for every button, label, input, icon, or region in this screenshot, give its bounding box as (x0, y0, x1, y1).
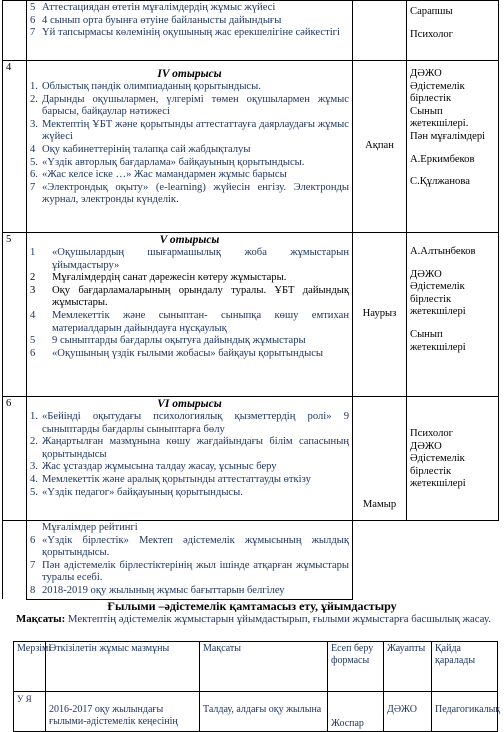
table-cell: Жоспар (328, 692, 384, 732)
list-item: 3. Мектептің ҰБТ және қорытынды аттестаттауға даярлаудағы жұмыс жүйесі (30, 118, 349, 143)
header-cell: Есеп беру формасы (328, 642, 384, 692)
list-item: 1. «Бейінді оқытудағы психологиялық қызметтердің ролі» 9 сыныптарды бағдарлы сыныптарға бөлу (30, 411, 349, 435)
list-item: 6 «Үздік бірлестік» Мектеп әдістемелік жұмысының жылдық қорытындысы. (30, 534, 349, 559)
header-cell: Өткізілетін жұмыс мазмұны (46, 642, 200, 692)
header-cell: Қайда қаралады (432, 642, 498, 692)
session-items (27, 233, 353, 397)
responsible-cell: А.Алтынбеков ДӘЖО Әдістемелік бірлестік жетекшілері Сынып жетекшілері (407, 233, 499, 397)
list-item: 8 2018-2019 оқу жылының жұмыс бағыттарын белгілеу (30, 584, 285, 596)
table-cell: ДӘЖО (384, 692, 432, 732)
list-item: 2 Мұғалімдердің санат дәрежесін көтеру жұмыстары. (30, 272, 287, 284)
table-header-row (14, 642, 498, 692)
list-item: 6 4 сынып орта буынға өтуіне байланысты дайындығы (30, 14, 282, 26)
month-cell: Ақпан (353, 61, 407, 233)
session-items (27, 61, 353, 233)
table-row (3, 1, 499, 61)
methodical-council-plan-table (2, 0, 499, 600)
table-cell: Педагогикалық (432, 692, 498, 732)
list-item: 3 Оқу бағдарламаларының орындалу туралы. ҰБТ дайындық жұмыстары. (30, 284, 349, 309)
session-items (27, 1, 353, 61)
session-title: VI отырысы (157, 398, 222, 410)
table-row (14, 692, 498, 732)
list-item: 7 Үй тапсырмасы көлемінің оқушының жас ерекшелігіне сәйкестігі (30, 27, 340, 39)
list-item: 6 «Оқушының үздік ғылыми жобасы» байқауы қорытындысы (30, 347, 324, 359)
list-item: Мұғалімдер рейтингі (42, 522, 138, 533)
list-item: 7 Пән әдістемелік бірлестіктерінің жыл ішінде атқарған жұмыстары туралы есебі. (30, 559, 349, 584)
responsible-cell: ДӘЖО Әдістемелік бірлестік Сынып жетекшілері. Пән мұғалімдері А.Еркимбеков С.Құлжанова (407, 61, 499, 233)
list-item: 1 «Оқушылардың шығармашылық жоба жұмыстарын ұйымдастыру» (30, 247, 349, 271)
table-cell: Талдау, алдағы оқу жылына (200, 692, 328, 732)
section-title: Ғылыми –әдістемелік қамтамасыз ету, ұйымдастыру (107, 599, 397, 613)
table-cell: 2016-2017 оқу жылындағы ғылыми-әдістемелік кеңесінің (46, 692, 200, 732)
list-item: 4. Мемлекеттік және аралық қорытынды аттестаттауды өткізу (30, 473, 311, 485)
month-cell: Наурыз (353, 233, 407, 397)
row-number: 5 (3, 233, 27, 397)
list-item: 6. «Жас келсе іске …» Жас мамандармен жұмыс барысы (30, 169, 287, 181)
list-item: 2. Дарынды оқушылармен, үлгерімі төмен оқушылармен жұмыс барысы, байқаулар нәтижесі (30, 93, 349, 118)
header-cell: Мақсаты (200, 642, 328, 692)
list-item: 1. Облыстық пәндік олимпиаданың қорытындысы. (30, 81, 261, 92)
responsible-cell: Психолог ДӘЖО Әдістемелік бірлестік жетекшілері (407, 397, 499, 521)
section-goal (16, 613, 494, 626)
list-item: 2. Жаңартылған мазмұнына көшу жағдайындағы білім сапасының қорытындысы (30, 436, 349, 460)
table-row (3, 233, 499, 397)
list-item: 5. «Үздік авторлық бағдарлама» байқауының қорытындысы. (30, 156, 305, 168)
row-number: 6 (3, 397, 27, 521)
table-row (3, 61, 499, 233)
goal-label: Мақсаты: (16, 613, 66, 625)
header-cell: Мерзімі (14, 642, 46, 692)
list-item: 4 Оқу кабинеттерінің талапқа сай жабдықталуы (30, 143, 251, 155)
table-row (3, 521, 499, 600)
list-item: 5 9 сыныптарды бағдарлы оқытуға дайындық жұмыстары (30, 335, 306, 347)
row-number: 4 (3, 61, 27, 233)
session-title: V отырысы (159, 234, 220, 246)
list-item: 5. «Үздік педагог» байқауының қорытындысы. (30, 486, 243, 498)
header-cell: Жауапты (384, 642, 432, 692)
list-item: 3. Жас ұстаздар жұмысына талдау жасау, ұсыныс беру (30, 461, 277, 473)
responsible-cell: Сарапшы Психолог (407, 1, 499, 61)
list-item: 4 Мемлекеттік және сыныптан- сыныпқа көшу емтихан материалдарын дайындауға нұсқаулық (30, 309, 349, 334)
session-title: IV отырысы (157, 68, 222, 80)
list-item: 7 «Электрондық оқыту» (e-learning) жүйесін енгізу. Электронды журнал, электронды күнделік. (30, 181, 349, 206)
list-item: 5 Аттестациядан өтетін мұғалімдердің жұмыс жүйесі (30, 2, 276, 13)
session-items (27, 397, 353, 521)
table-row (3, 397, 499, 521)
goal-text: Мектептің әдістемелік жұмыстарын ұйымдастырып, ғылыми жұмыстарға басшылық жасау. (67, 613, 491, 625)
scientific-methodical-table (13, 641, 501, 732)
month-cell: Мамыр (353, 397, 407, 521)
date-mark: У Я (17, 694, 32, 704)
session-items (27, 521, 353, 600)
